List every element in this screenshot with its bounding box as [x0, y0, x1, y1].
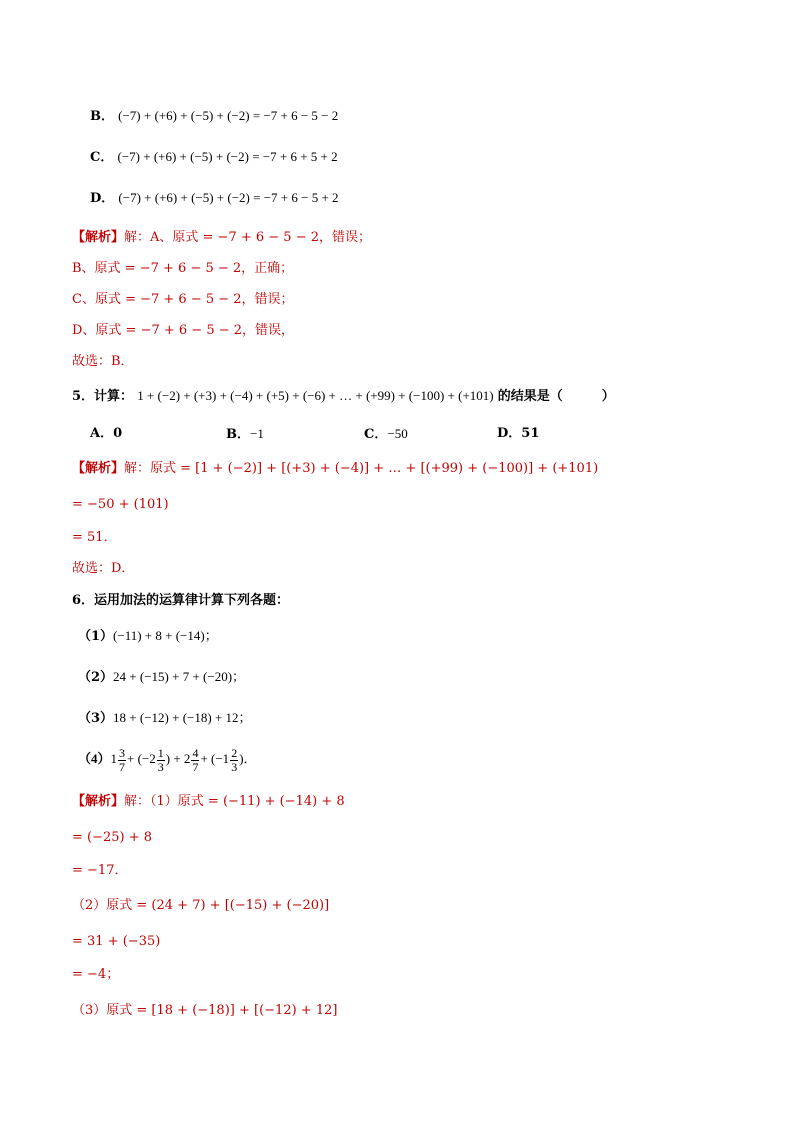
option-c	[90, 148, 338, 167]
question-number: 6．	[72, 593, 95, 608]
analysis-line: D、原式 = −7 + 6 − 5 − 2，错误，	[72, 323, 295, 338]
option-label: D．	[497, 426, 522, 441]
analysis-line	[72, 793, 345, 811]
fraction	[230, 747, 238, 774]
option-label: B．	[90, 109, 114, 124]
analysis-text: 解：原式 = [1 + (−2)] + [(+3) + (−4)] + … + [(+99) + (−100)] + (+101)	[124, 461, 599, 476]
option-d	[90, 189, 339, 208]
question-5	[72, 387, 615, 406]
analysis-line: = −50 + (101)	[72, 497, 169, 512]
q6-part-2	[78, 668, 245, 687]
analysis-tag: 【解析】	[72, 230, 125, 245]
option-expression: (−7) + (+6) + (−5) + (−2) = −7 + 6 − 5 + 2	[118, 190, 339, 205]
analysis-line: C、原式 = −7 + 6 − 5 − 2，错误；	[72, 292, 294, 307]
question-number: 5．	[72, 389, 95, 404]
part-label: （4）	[78, 751, 111, 766]
analysis-line: = (−25) + 8	[72, 830, 153, 845]
fraction	[118, 747, 126, 774]
mixed-whole: 1	[110, 751, 118, 766]
answer-line: 故选：D．	[72, 561, 135, 576]
q6-part-3	[78, 709, 252, 728]
option-value: −1	[250, 426, 264, 441]
analysis-text: 解：（1）原式 = (−11) + (−14) + 8	[124, 794, 345, 809]
question-expression: 1 + (−2) + (+3) + (−4) + (+5) + (−6) + … + (+99) + (−100) + (+101)	[137, 388, 494, 403]
operator: + (−1	[200, 751, 230, 766]
option-b	[90, 107, 338, 126]
analysis-line: = 51．	[72, 530, 117, 545]
part-label: （2）	[78, 670, 114, 685]
option-label: B．	[226, 427, 250, 442]
option-label: A．	[90, 426, 114, 441]
q5-option-b	[226, 425, 264, 444]
question-6	[72, 592, 289, 610]
analysis-line	[72, 229, 371, 247]
part-expression: (−11) + 8 + (−14)；	[113, 628, 218, 643]
option-expression: (−7) + (+6) + (−5) + (−2) = −7 + 6 + 5 + 2	[117, 149, 338, 164]
numerator: 1	[157, 745, 164, 760]
option-value: 51	[521, 426, 540, 441]
operator: ) + 2	[165, 751, 191, 766]
analysis-tag: 【解析】	[72, 461, 125, 476]
expression-end: )．	[239, 751, 257, 766]
option-value: 0	[113, 426, 123, 441]
fraction	[157, 747, 165, 774]
analysis-line: B、原式 = −7 + 6 − 5 − 2，正确；	[72, 261, 294, 276]
numerator: 2	[231, 745, 238, 760]
part-label: （1）	[78, 629, 114, 644]
analysis-line: （2）原式 = (24 + 7) + [(−15) + (−20)]	[72, 898, 330, 913]
analysis-line: = 31 + (−35)	[72, 934, 161, 949]
answer-line: 故选：B．	[72, 354, 134, 369]
numerator: 4	[192, 745, 199, 760]
fraction	[191, 747, 199, 774]
analysis-line: = −4；	[72, 967, 120, 982]
numerator: 3	[119, 745, 126, 760]
operator: + (−2	[127, 751, 156, 766]
denominator: 3	[231, 759, 238, 774]
analysis-tag: 【解析】	[72, 794, 125, 809]
denominator: 3	[157, 759, 164, 774]
q5-option-c	[364, 425, 408, 444]
option-label: C．	[364, 427, 388, 442]
option-label: D．	[90, 191, 115, 206]
q6-part-4	[78, 744, 257, 774]
part-expression: 18 + (−12) + (−18) + 12；	[113, 710, 252, 725]
q5-option-d	[497, 425, 539, 443]
option-value: −50	[387, 426, 408, 441]
analysis-line: （3）原式 = [18 + (−18)] + [(−12) + 12]	[72, 1003, 338, 1018]
analysis-text: 解：A、原式 = −7 + 6 − 5 − 2，错误；	[124, 230, 372, 245]
denominator: 7	[119, 759, 126, 774]
part-expression: 24 + (−15) + 7 + (−20)；	[113, 669, 246, 684]
question-title: 运用加法的运算律计算下列各题：	[94, 593, 290, 608]
q6-part-1	[78, 627, 218, 646]
option-label: C．	[90, 150, 114, 165]
option-expression: (−7) + (+6) + (−5) + (−2) = −7 + 6 − 5 − 2	[118, 108, 339, 123]
part-label: （3）	[78, 711, 114, 726]
denominator: 7	[192, 759, 199, 774]
q5-option-a	[90, 425, 122, 443]
question-suffix: 的结果是（ ）	[497, 389, 615, 404]
analysis-line: = −17．	[72, 863, 128, 878]
analysis-line	[72, 460, 598, 478]
question-prefix: 计算：	[94, 389, 134, 404]
